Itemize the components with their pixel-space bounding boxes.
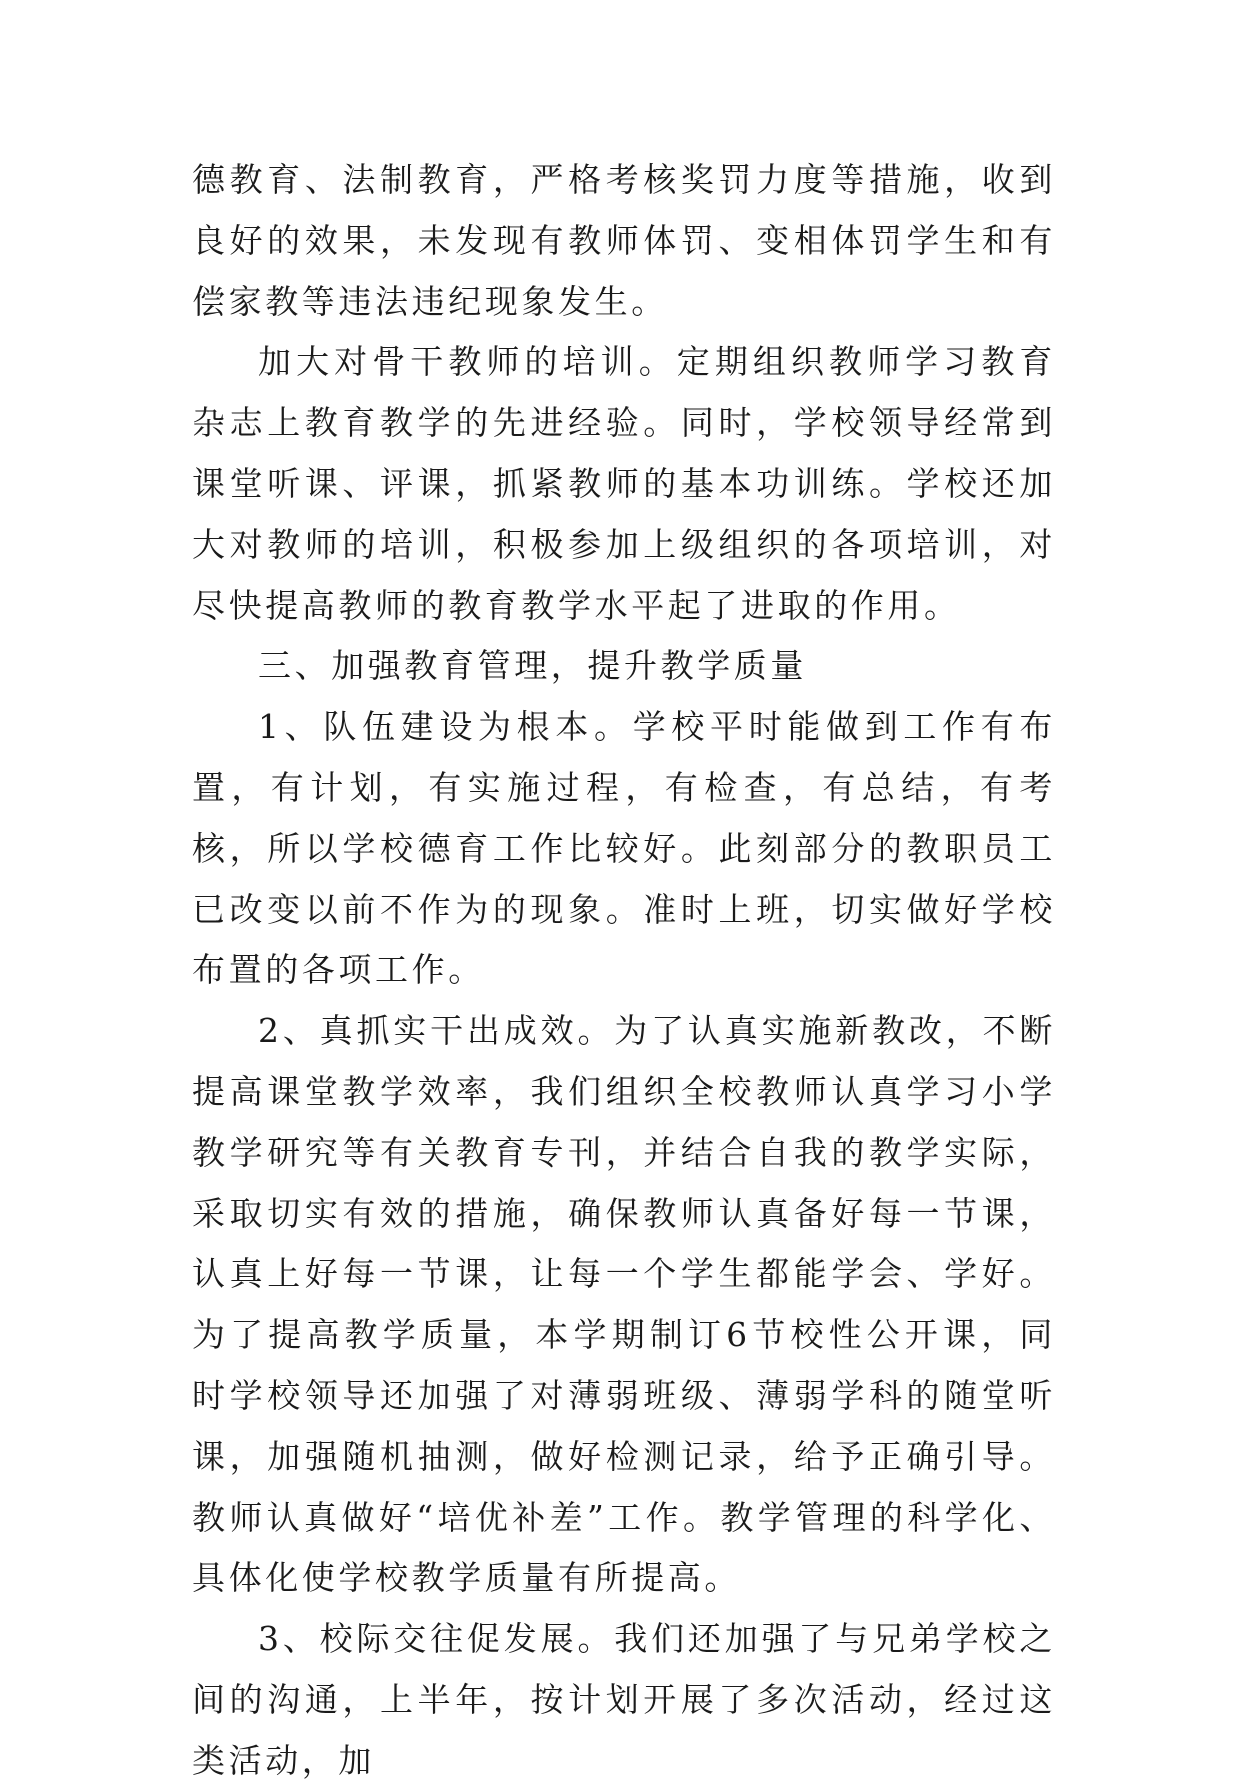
section-heading: 三、加强教育管理，提升教学质量 [258,646,807,686]
paragraph-teacher-training: 加大对骨干教师的培训。定期组织教师学习教育杂志上教育教学的先进经验。同时，学校领导经常到课堂听课、评课，抓紧教师的基本功训练。学校还加大对教师的培训，积极参加上级组织的各项培训，对尽快提高教师的教育教学水平起了进取的作用。 [192,342,1056,625]
paragraph-item-2: 2、真抓实干出成效。为了认真实施新教改，不断提高课堂教学效率，我们组织全校教师认真学习小学教学研究等有关教育专刊，并结合自我的教学实际，采取切实有效的措施，确保教师认真备好每一节课，认真上好每一节课，让每一个学生都能学会、学好。为了提高教学质量，本学期制订6节校性公开课，同时学校领导还加强了对薄弱班级、薄弱学科的随堂听课，加强随机抽测，做好检测记录，给予正确引导。教师认真做好“培优补差”工作。教学管理的科学化、具体化使学校教学质量有所提高。 [192,1011,1056,1598]
paragraph-continuation: 德教育、法制教育，严格考核奖罚力度等措施，收到良好的效果，未发现有教师体罚、变相体罚学生和有偿家教等违法违纪现象发生。 [192,160,1056,321]
paragraph-item-1: 1、队伍建设为根本。学校平时能做到工作有布置，有计划，有实施过程，有检查，有总结，有考核，所以学校德育工作比较好。此刻部分的教职员工已改变以前不作为的现象。准时上班，切实做好学校布置的各项工作。 [192,707,1056,990]
document-body [192,150,1056,1792]
paragraph-item-3: 3、校际交往促发展。我们还加强了与兄弟学校之间的沟通，上半年，按计划开展了多次活动，经过这类活动，加 [192,1619,1056,1780]
